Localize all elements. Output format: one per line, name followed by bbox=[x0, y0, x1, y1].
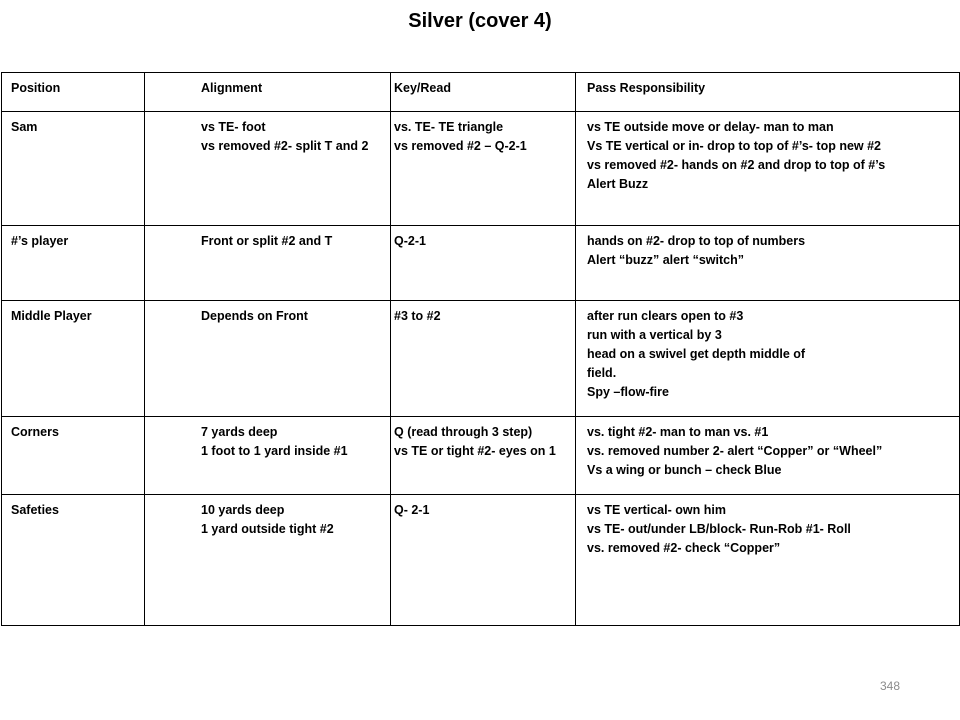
cell-line: vs removed #2- split T and 2 bbox=[201, 139, 369, 153]
table-row bbox=[2, 301, 960, 417]
cell-alignment bbox=[145, 226, 391, 301]
cell-line: vs TE or tight #2- eyes on 1 bbox=[394, 444, 556, 458]
cell-line: 1 foot to 1 yard inside #1 bbox=[201, 444, 348, 458]
header-pass-responsibility: Pass Responsibility bbox=[576, 73, 960, 112]
cell-line: #3 to #2 bbox=[394, 309, 441, 323]
cell-key-read bbox=[391, 301, 576, 417]
cell-alignment bbox=[145, 112, 391, 226]
cell-pass-responsibility bbox=[576, 495, 960, 626]
cell-line: run with a vertical by 3 bbox=[587, 328, 722, 342]
cell-line: hands on #2- drop to top of numbers bbox=[587, 234, 806, 248]
cell-line: 1 yard outside tight #2 bbox=[201, 522, 334, 536]
cell-position bbox=[2, 495, 145, 626]
cell-line: Front or split #2 and T bbox=[201, 234, 333, 248]
slide-title: Silver (cover 4) bbox=[408, 10, 552, 32]
cell-line: Q- 2-1 bbox=[394, 503, 430, 517]
cell-position bbox=[2, 301, 145, 417]
cell-line: vs removed #2 – Q-2-1 bbox=[394, 139, 527, 153]
header-key-read: Key/Read bbox=[391, 73, 576, 112]
cell-key-read bbox=[391, 112, 576, 226]
table-row bbox=[2, 495, 960, 626]
page-number: 348 bbox=[879, 679, 901, 693]
cell-line: Alert “buzz” alert “switch” bbox=[587, 253, 744, 267]
cell-alignment bbox=[145, 417, 391, 495]
cell-line: Middle Player bbox=[11, 309, 92, 323]
coverage-table bbox=[1, 72, 960, 626]
cell-line: vs. removed #2- check “Copper” bbox=[587, 541, 781, 555]
cell-key-read bbox=[391, 417, 576, 495]
header-alignment: Alignment bbox=[145, 73, 391, 112]
cell-line: vs TE- out/under LB/block- Run-Rob #1- Roll bbox=[587, 522, 851, 536]
cell-line: vs removed #2- hands on #2 and drop to top of #’s bbox=[587, 158, 886, 172]
cell-line: vs. tight #2- man to man vs. #1 bbox=[587, 425, 769, 439]
cell-line: Safeties bbox=[11, 503, 59, 517]
cell-line: Spy –flow-fire bbox=[587, 385, 669, 399]
table-row bbox=[2, 112, 960, 226]
cell-line: vs TE outside move or delay- man to man bbox=[587, 120, 834, 134]
cell-position bbox=[2, 417, 145, 495]
cell-line: vs. removed number 2- alert “Copper” or “Wheel” bbox=[587, 444, 883, 458]
cell-line: 10 yards deep bbox=[201, 503, 285, 517]
cell-line: Sam bbox=[11, 120, 38, 134]
cell-line: vs TE- foot bbox=[201, 120, 266, 134]
header-position: Position bbox=[2, 73, 145, 112]
cell-key-read bbox=[391, 226, 576, 301]
table-header-row bbox=[2, 73, 960, 112]
cell-line: Depends on Front bbox=[201, 309, 308, 323]
cell-line: Vs a wing or bunch – check Blue bbox=[587, 463, 782, 477]
cell-line: field. bbox=[587, 366, 617, 380]
table-row bbox=[2, 417, 960, 495]
cell-line: Vs TE vertical or in- drop to top of #’s- top new #2 bbox=[587, 139, 882, 153]
cell-alignment bbox=[145, 301, 391, 417]
cell-position bbox=[2, 226, 145, 301]
cell-pass-responsibility bbox=[576, 301, 960, 417]
cell-alignment bbox=[145, 495, 391, 626]
cell-line: vs. TE- TE triangle bbox=[394, 120, 504, 134]
cell-position bbox=[2, 112, 145, 226]
cell-key-read bbox=[391, 495, 576, 626]
cell-line: Alert Buzz bbox=[587, 177, 649, 191]
cell-line: Q-2-1 bbox=[394, 234, 426, 248]
cell-line: vs TE vertical- own him bbox=[587, 503, 726, 517]
cell-line: head on a swivel get depth middle of bbox=[587, 347, 806, 361]
cell-pass-responsibility bbox=[576, 417, 960, 495]
cell-line: Corners bbox=[11, 425, 59, 439]
cell-line: Q (read through 3 step) bbox=[394, 425, 533, 439]
cell-line: #’s player bbox=[11, 234, 69, 248]
cell-line: 7 yards deep bbox=[201, 425, 278, 439]
table-row bbox=[2, 226, 960, 301]
cell-pass-responsibility bbox=[576, 226, 960, 301]
cell-pass-responsibility bbox=[576, 112, 960, 226]
cell-line: after run clears open to #3 bbox=[587, 309, 744, 323]
